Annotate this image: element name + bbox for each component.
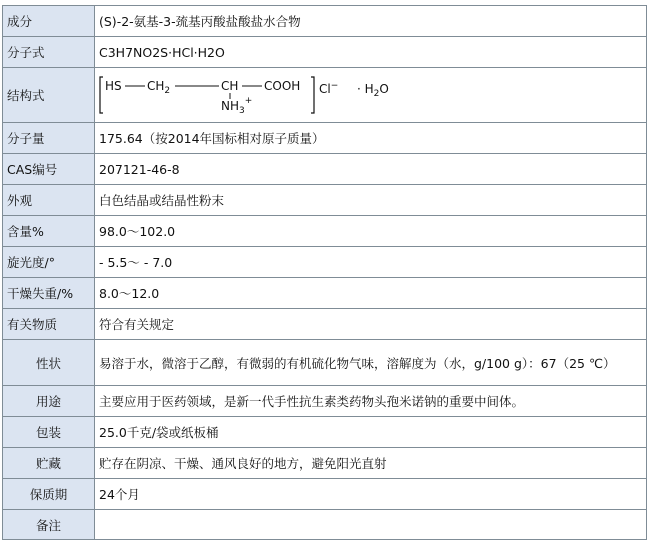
table-row	[3, 216, 647, 247]
row-value	[95, 510, 647, 540]
spec-table	[2, 5, 647, 540]
row-label: 分子式	[3, 37, 95, 68]
row-value: 24个月	[95, 479, 647, 510]
structural-formula	[99, 73, 419, 117]
row-label: 有关物质	[3, 309, 95, 340]
table-row	[3, 448, 647, 479]
row-label: 贮藏	[3, 448, 95, 479]
row-value: 贮存在阴凉、干燥、通风良好的地方，避免阳光直射	[95, 448, 647, 479]
table-row	[3, 37, 647, 68]
row-label: 保质期	[3, 479, 95, 510]
table-row	[3, 386, 647, 417]
water-part: · $H_2O$	[357, 82, 389, 99]
row-value: 白色结晶或结晶性粉末	[95, 185, 647, 216]
row-value: 98.0～102.0	[95, 216, 647, 247]
row-label: 结构式	[3, 68, 95, 123]
table-row	[3, 309, 647, 340]
row-label: 成分	[3, 6, 95, 37]
row-value: 175.64（按2014年国标相对原子质量）	[95, 123, 647, 154]
ch-group: CH	[221, 79, 239, 93]
table-row	[3, 278, 647, 309]
row-label: CAS编号	[3, 154, 95, 185]
table-row	[3, 6, 647, 37]
row-value: 符合有关规定	[95, 309, 647, 340]
table-row	[3, 417, 647, 448]
row-label: 干燥失重/%	[3, 278, 95, 309]
table-row	[3, 123, 647, 154]
table-row	[3, 247, 647, 278]
row-value: 207121-46-8	[95, 154, 647, 185]
row-value: (S)-2-氨基-3-巯基丙酸盐酸盐水合物	[95, 6, 647, 37]
row-value: - 5.5～ - 7.0	[95, 247, 647, 278]
table-row	[3, 340, 647, 386]
row-label: 旋光度/°	[3, 247, 95, 278]
row-value: 8.0～12.0	[95, 278, 647, 309]
row-label: 含量%	[3, 216, 95, 247]
row-label: 外观	[3, 185, 95, 216]
table-row	[3, 154, 647, 185]
row-value: 25.0千克/袋或纸板桶	[95, 417, 647, 448]
nh3-group: $NH_3^+$	[221, 96, 253, 116]
cooh-group: COOH	[264, 79, 301, 93]
row-value: C3H7NO2S·HCl·H2O	[95, 37, 647, 68]
structural-formula-cell	[95, 68, 647, 123]
table-row	[3, 185, 647, 216]
row-label: 性状	[3, 340, 95, 386]
table-row	[3, 510, 647, 540]
row-value: 主要应用于医药领域，是新一代手性抗生素类药物头孢米诺钠的重要中间体。	[95, 386, 647, 417]
row-label: 分子量	[3, 123, 95, 154]
table-row	[3, 479, 647, 510]
table-row	[3, 68, 647, 123]
hs-group: HS	[105, 79, 122, 93]
row-value: 易溶于水，微溶于乙醇，有微弱的有机硫化物气味，溶解度为（水，g/100 g）：67（25 ℃）	[95, 340, 647, 386]
chloride-ion: Cl−	[319, 81, 339, 96]
row-label: 包装	[3, 417, 95, 448]
row-label: 用途	[3, 386, 95, 417]
ch2-group: $CH_2$	[147, 79, 171, 96]
row-label: 备注	[3, 510, 95, 540]
